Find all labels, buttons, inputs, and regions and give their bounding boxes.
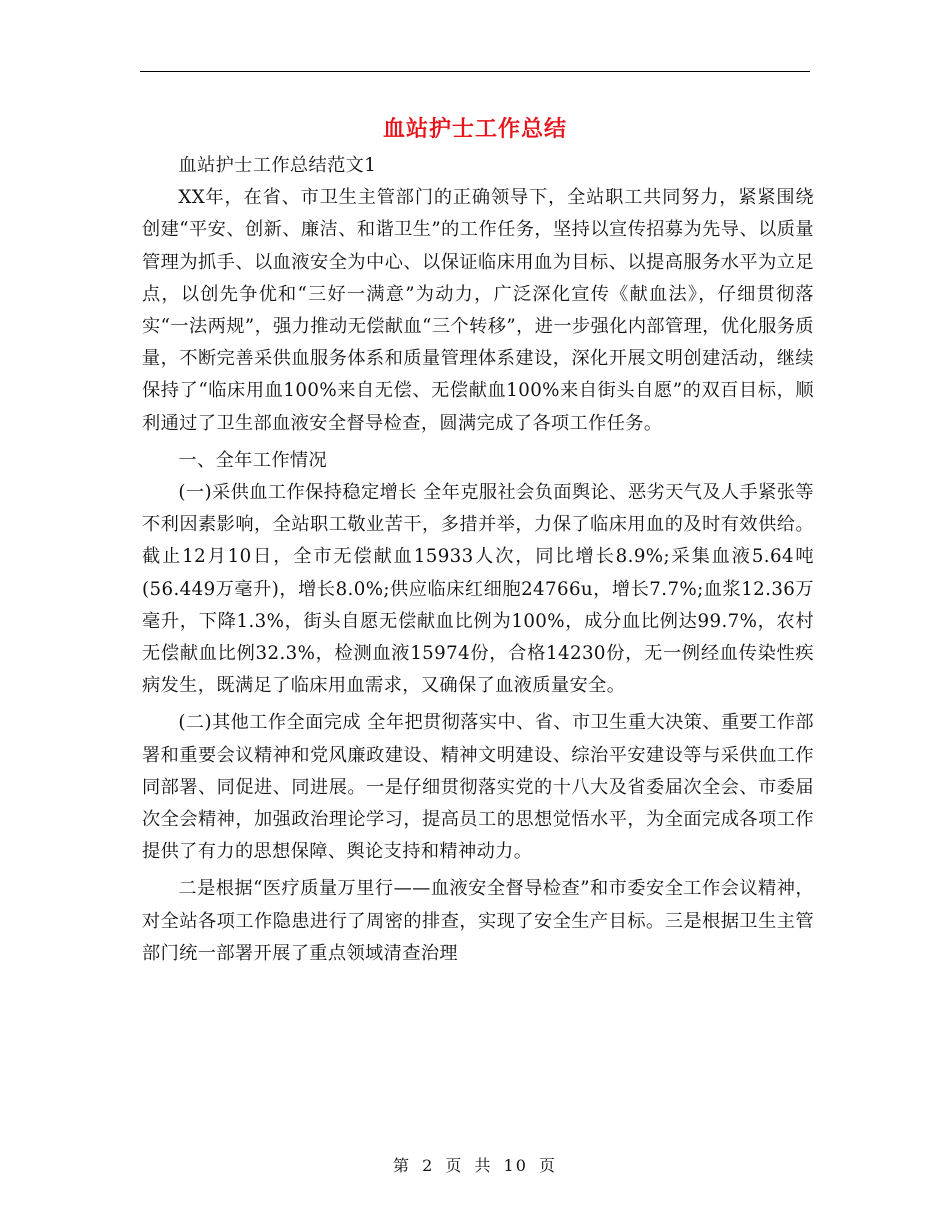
header-rule bbox=[140, 71, 810, 72]
paragraph-blood-supply: (一)采供血工作保持稳定增长 全年克服社会负面舆论、恶劣天气及人手紧张等不利因素影响，全站职工敬业苦干，多措并举，力保了临床用血的及时有效供给。截止12月10日，全市无偿献血15933人次，同比增长8.9%;采集血液5.64吨(56.449万毫升)，增长8.0%;供应临床红细胞24766u，增长7.7%;血浆12.36万毫升，下降1.3%，街头自愿无偿献血比例为100%，成分血比例达99.7%，农村无偿献血比例32.3%，检测血液15974份，合格14230份，无一例经血传染性疾病发生，既满足了临床用血需求，又确保了血液质量安全。 bbox=[142, 482, 814, 697]
document-title: 血站护士工作总结 bbox=[382, 116, 567, 142]
document-body bbox=[142, 150, 814, 975]
page-number-footer: 第 2 页 共 10 页 bbox=[393, 1156, 557, 1175]
paragraph-other-work: (二)其他工作全面完成 全年把贯彻落实中、省、市卫生重大决策、重要工作部署和重要会议精神和党风廉政建设、精神文明建设、综治平安建设等与采供血工作同部署、同促进、同进展。一是仔细贯彻落实党的十八大及省委届次全会、市委届次全会精神，加强政治理论学习，提高员工的思想觉悟水平，为全面完成各项工作提供了有力的思想保障、舆论支持和精神动力。 bbox=[142, 712, 814, 863]
paragraph-intro: XX年，在省、市卫生主管部门的正确领导下，全站职工共同努力，紧紧围绕创建“平安、创新、廉洁、和谐卫生”的工作任务，坚持以宣传招募为先导、以质量管理为抓手、以血液安全为中心、以保证临床用血为目标、以提高服务水平为立足点，以创先争优和“三好一满意”为动力，广泛深化宣传《献血法》，仔细贯彻落实“一法两规”，强力推动无偿献血“三个转移”，进一步强化内部管理，优化服务质量，不断完善采供血服务体系和质量管理体系建设，深化开展文明创建活动，继续保持了“临床用血100%来自无偿、无偿献血100%来自街头自愿”的双百目标，顺利通过了卫生部血液安全督导检查，圆满完成了各项工作任务。 bbox=[142, 187, 814, 434]
section-heading: 一、全年工作情况 bbox=[178, 449, 328, 471]
document-subtitle: 血站护士工作总结范文1 bbox=[178, 155, 377, 176]
paragraph-safety: 二是根据“医疗质量万里行——血液安全督导检查”和市委安全工作会议精神，对全站各项工作隐患进行了周密的排查，实现了安全生产目标。三是根据卫生主管部门统一部署开展了重点领域清查治理 bbox=[142, 878, 814, 964]
